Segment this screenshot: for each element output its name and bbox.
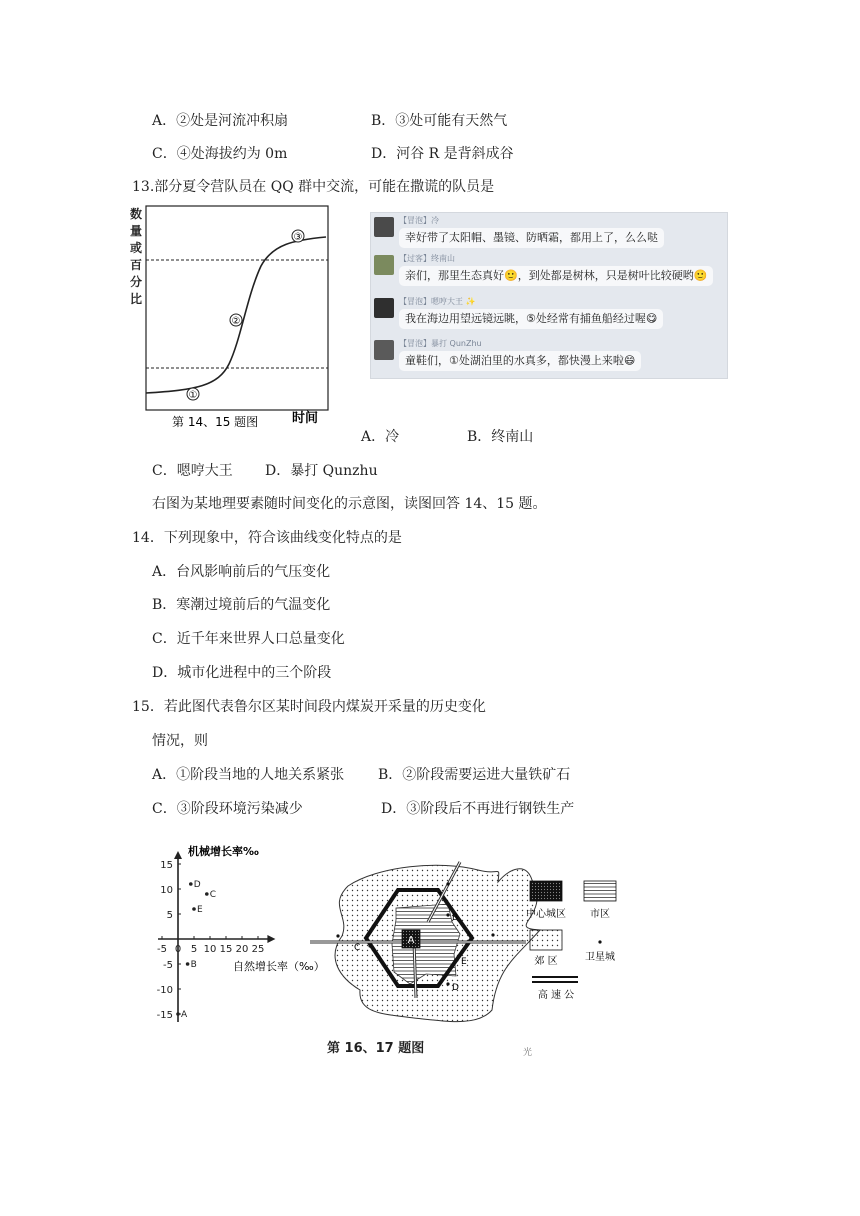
avatar [374, 298, 394, 318]
q14-option-c: C．近千年来世界人口总量变化 [152, 631, 345, 647]
scatter-y-label: 机械增长率‰ [188, 845, 259, 858]
scatter-point [205, 892, 209, 896]
legend-urban-label: 市区 [590, 909, 610, 920]
ylabel-char-5: 比 [129, 292, 143, 306]
legend-urban-swatch [584, 881, 616, 901]
map-point-d-label: D [452, 983, 459, 993]
map-point-e-label: E [461, 957, 467, 967]
legend-core-label: 中心城区 [526, 909, 566, 920]
curve-y-label [130, 206, 142, 306]
legend-suburb-label: 郊 区 [534, 956, 558, 967]
legend-satellite-label: 卫星城 [585, 952, 615, 963]
curve-caption: 第 14、15 题图 [172, 415, 259, 429]
legend-suburb-swatch [530, 930, 562, 950]
map-point-b-label: B [452, 913, 459, 923]
q14-option-d: D．城市化进程中的三个阶段 [152, 665, 332, 681]
ylabel-char-0: 数 [129, 207, 143, 221]
ylabel-char-3: 百 [129, 258, 143, 272]
y-tick-label: 15 [160, 860, 173, 871]
stage-1-label: ① [188, 390, 198, 401]
avatar [374, 255, 394, 275]
x-tick-label: -5 [157, 944, 167, 955]
city-structure-map [300, 858, 625, 1028]
chat-sender: 【冒泡】嗯哼大王 ✨ [399, 297, 476, 306]
q15-option-b: B．②阶段需要运进大量铁矿石 [378, 767, 571, 783]
y-tick-label: 10 [160, 885, 173, 896]
growth-scatter-chart [140, 832, 325, 1032]
legend-highway-label: 高 速 公 [537, 990, 575, 1001]
stage-2-label: ② [231, 316, 241, 327]
legend-core-swatch [530, 881, 562, 901]
curve-x-label: 时间 [292, 411, 319, 426]
scatter-point-label: E [197, 905, 203, 915]
q13-option-c: C．嗯哼大王 [152, 463, 233, 479]
q15-option-a: A．①阶段当地的人地关系紧张 [152, 767, 345, 783]
q15-option-c: C．③阶段环境污染减少 [152, 801, 303, 817]
x-tick-label: 10 [203, 944, 217, 955]
y-tick-label: -15 [156, 1010, 173, 1021]
figure-16-17-caption: 第 16、17 题图 [327, 1041, 425, 1056]
scatter-point-label: D [193, 880, 201, 890]
scatter-ticks [157, 860, 265, 1021]
q15-stem: 15．若此图代表鲁尔区某时间段内煤炭开采量的历史变化 [132, 699, 486, 715]
scatter-x-label: 自然增长率（‰） [233, 960, 325, 973]
y-tick-label: -5 [163, 960, 173, 971]
ylabel-char-2: 或 [129, 241, 143, 255]
q12-option-c: C．④处海拔约为 0m [152, 146, 288, 162]
chat-bubble: 我在海边用望远镜远眺，⑤处经常有捕鱼船经过喔😋 [399, 309, 663, 329]
avatar [374, 340, 394, 360]
scatter-point [176, 1012, 180, 1016]
curve-figure [126, 204, 336, 430]
q14-option-a: A．台风影响前后的气压变化 [152, 564, 331, 580]
q15-option-d: D．③阶段后不再进行钢铁生产 [381, 801, 575, 817]
q15-stem-continued: 情况，则 [152, 733, 208, 749]
q13-option-a: A．冷 [361, 429, 400, 445]
x-tick-label: 5 [190, 944, 198, 955]
x-tick-label: 0 [174, 944, 182, 955]
ylabel-char-1: 量 [129, 224, 143, 238]
x-tick-label: 20 [235, 944, 249, 955]
q12-option-a: A．②处是河流冲积扇 [152, 113, 289, 129]
ylabel-char-4: 分 [129, 275, 143, 289]
map-point-a-label: A [407, 935, 415, 946]
q13-stem: 13.部分夏令营队员在 QQ 群中交流，可能在撒谎的队员是 [132, 179, 495, 195]
q13-option-b: B．终南山 [467, 429, 534, 445]
scatter-point [189, 882, 193, 886]
y-tick-label: 5 [166, 910, 173, 921]
scatter-point [186, 962, 190, 966]
avatar [374, 217, 394, 237]
chat-sender: 【过客】终南山 [399, 254, 455, 263]
q13-option-d: D．暴打 Qunzhu [265, 463, 378, 479]
x-tick-label: 15 [219, 944, 233, 955]
intro-14-15: 右图为某地理要素随时间变化的示意图，读图回答 14、15 题。 [152, 496, 547, 512]
stray-mark: 光 [523, 1048, 533, 1058]
q14-option-b: B．寒潮过境前后的气温变化 [152, 597, 331, 613]
q12-option-d: D．河谷 R 是背斜成谷 [371, 146, 514, 162]
scatter-point [192, 907, 196, 911]
chat-sender: 【冒泡】暴打 QunZhu [399, 339, 482, 348]
q14-stem: 14．下列现象中，符合该曲线变化特点的是 [132, 530, 402, 546]
q12-option-b: B．③处可能有天然气 [371, 113, 508, 129]
chat-bubble: 幸好带了太阳帽、墨镜、防晒霜，都用上了，么么哒 [399, 228, 664, 248]
stage-3-label: ③ [293, 232, 303, 243]
map-point-c-label: C [354, 943, 361, 953]
chat-sender: 【冒泡】冷 [399, 216, 439, 225]
chat-bubble: 亲们，那里生态真好🙂，到处都是树林，只是树叶比较硬哟🙂 [399, 266, 713, 286]
y-axis-arrow [174, 851, 182, 859]
chat-bubble: 童鞋们，①处湖泊里的水真多，都快漫上来啦😄 [399, 351, 641, 371]
y-tick-label: -10 [156, 985, 173, 996]
scatter-point-label: A [181, 1010, 188, 1020]
x-axis-arrow [267, 935, 275, 943]
scatter-point-label: B [190, 960, 197, 970]
x-tick-label: 25 [251, 944, 265, 955]
scatter-point-label: C [209, 890, 217, 900]
qq-chat-window [370, 212, 728, 379]
